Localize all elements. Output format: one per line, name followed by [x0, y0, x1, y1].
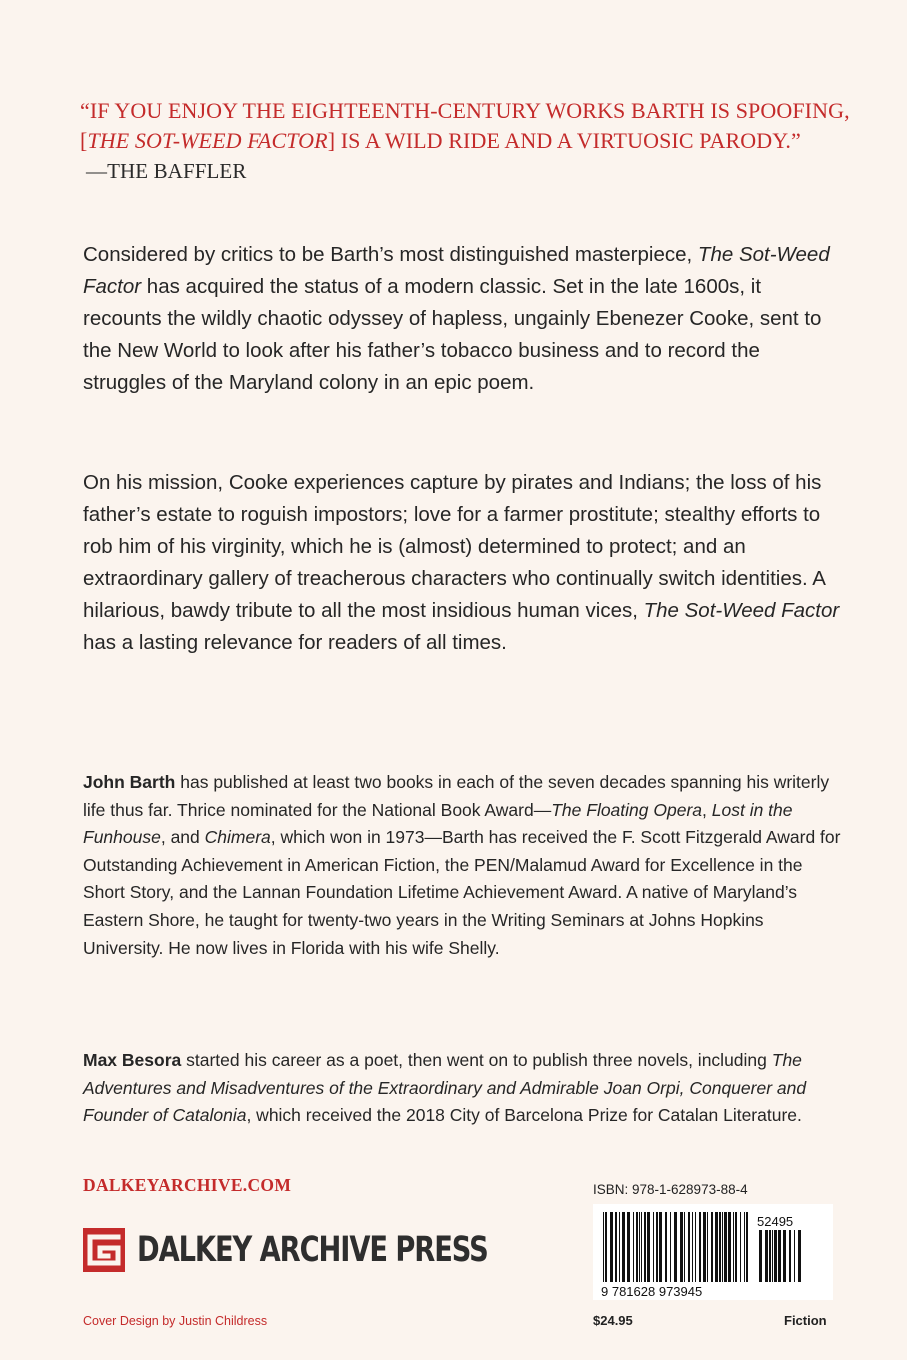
barcode-bar: [665, 1212, 667, 1282]
barcode-bar: [715, 1212, 718, 1282]
p1-book-title: The Sot-Weed Factor: [83, 243, 830, 298]
barcode-bar: [615, 1212, 617, 1282]
description-paragraph-1: [83, 239, 843, 399]
barcode-bar: [656, 1212, 658, 1282]
barcode-bar: [688, 1212, 690, 1282]
barcode-bar: [605, 1212, 607, 1282]
author-name-barth: John Barth: [83, 772, 176, 792]
barcode-bar: [722, 1212, 723, 1282]
quote-line-1: “IF YOU ENJOY THE EIGHTEENTH-CENTURY WORKS BARTH IS SPOOFING,: [80, 98, 850, 123]
barcode-bar: [639, 1212, 640, 1282]
barcode-bar: [633, 1212, 634, 1282]
quote-attribution: —THE BAFFLER: [86, 158, 247, 183]
bio-barth-sep-2: , and: [160, 827, 205, 848]
p1-text-start: Considered by critics to be Barth’s most distinguished masterpiece,: [83, 243, 698, 266]
barcode-bar: [703, 1212, 706, 1282]
dalkey-logo-icon: [83, 1228, 125, 1272]
genre-label: Fiction: [784, 1313, 827, 1328]
bio-besora-text-1: started his career as a poet, then went on to publish three novels, including: [181, 1050, 772, 1070]
barcode-bar: [610, 1212, 613, 1282]
barcode-bar: [636, 1212, 638, 1282]
barcode: [593, 1204, 833, 1300]
description-paragraph-2: [83, 467, 843, 659]
price: $24.95: [593, 1313, 633, 1328]
quote-line-2: [80, 126, 840, 156]
barcode-graphic: [593, 1204, 833, 1300]
barcode-bar: [707, 1212, 708, 1282]
barcode-bar: [733, 1212, 734, 1282]
barcode-bar: [619, 1212, 620, 1282]
barcode-bar: [627, 1212, 630, 1282]
publisher-website[interactable]: DALKEYARCHIVE.COM: [83, 1175, 292, 1195]
barcode-bar: [653, 1212, 654, 1282]
bio-besora-title: The Adventures and Misadventures of the Extraordinary and Admirable Joan Orpi, Conquerer and Founder of Catalonia: [83, 1050, 807, 1126]
barcode-bar: [783, 1230, 786, 1282]
bio-barth-title-2: Lost in the Funhouse: [83, 799, 793, 848]
barcode-bar: [695, 1212, 696, 1282]
barcode-addon-digits: 52495: [757, 1214, 794, 1229]
barcode-bars-main: [603, 1212, 748, 1282]
barcode-bar: [746, 1212, 748, 1282]
bio-barth-title-1: The Floating Opera: [551, 799, 703, 820]
barcode-bar: [774, 1230, 777, 1282]
p2-book-title: The Sot-Weed Factor: [643, 599, 840, 622]
barcode-bar: [735, 1212, 737, 1282]
bio-barth-text-2: , which won in 1973—Barth has received the F. Scott Fitzgerald Award for Outstanding Achievement in American Fiction, the PEN/Malamud Award for Excellence in the Short Story, and the Lannan Foundation Lifetime Achievement Award. A native of Maryland’s Eastern Shore, he taught for twenty-two years in the Writing Seminars at Johns Hopkins University. He now lives in Florida with his wife Shelly.: [83, 827, 841, 958]
barcode-bar: [740, 1212, 741, 1282]
barcode-bar: [670, 1212, 671, 1282]
barcode-bars-addon: [759, 1230, 801, 1282]
bio-barth-text-1: has published at least two books in each of the seven decades spanning his writerly life thus far. Thrice nominated for the National Book Award—: [83, 772, 830, 820]
cover-design-credit: Cover Design by Justin Childress: [83, 1314, 268, 1328]
p2-text-start: On his mission, Cooke experiences capture by pirates and Indians; the loss of his father’s estate to roguish impostors; love for a farmer prostitute; stealthy efforts to rob him of his virginity, which he is (almost) determined to protect; and an extraordinary gallery of treacherous characters who continually switch identities. A hilarious, bawdy tribute to all the most insidious human vices,: [83, 471, 825, 622]
publisher-name: DALKEY ARCHIVE PRESS: [137, 1230, 488, 1270]
barcode-bar: [603, 1212, 604, 1282]
barcode-bar: [794, 1230, 795, 1282]
translator-bio-besora: [83, 1047, 843, 1130]
barcode-bar: [674, 1212, 677, 1282]
barcode-bar: [684, 1212, 685, 1282]
barcode-bar: [789, 1230, 791, 1282]
barcode-bar: [644, 1212, 646, 1282]
barcode-bar: [719, 1212, 721, 1282]
quote-book-title: THE SOT-WEED FACTOR: [87, 128, 328, 154]
bio-besora-text-2: , which received the 2018 City of Barcelona Prize for Catalan Literature.: [246, 1105, 802, 1126]
quote-bracket-open: [: [80, 128, 88, 154]
publisher-logo: [83, 1228, 587, 1272]
p2-text-end: has a lasting relevance for readers of all times.: [83, 631, 507, 654]
barcode-bar: [647, 1212, 650, 1282]
blurb-quote: [80, 96, 850, 186]
barcode-bar: [772, 1230, 773, 1282]
barcode-ean-digits: 9 781628 973945: [601, 1284, 703, 1299]
barcode-bar: [680, 1212, 683, 1282]
barcode-bar: [659, 1212, 662, 1282]
p1-text-end: has acquired the status of a modern classic. Set in the late 1600s, it recounts the wildly chaotic odyssey of hapless, ungainly Ebenezer Cooke, sent to the New World to look after his father’s tobacco business and to record the struggles of the Maryland colony in an epic poem.: [83, 275, 822, 394]
barcode-bar: [769, 1230, 771, 1282]
bio-barth-sep-1: ,: [702, 799, 712, 820]
barcode-bar: [641, 1212, 642, 1282]
barcode-bar: [711, 1212, 713, 1282]
isbn-label: ISBN: 978-1-628973-88-4: [593, 1182, 748, 1197]
barcode-bar: [622, 1212, 625, 1282]
barcode-bar: [744, 1212, 745, 1282]
barcode-bar: [692, 1212, 693, 1282]
barcode-bar: [728, 1212, 731, 1282]
bio-barth-title-3: Chimera: [204, 827, 271, 848]
quote-line-2-rest: ] IS A WILD RIDE AND A VIRTUOSIC PARODY.”: [327, 128, 801, 154]
author-bio-barth: [83, 769, 843, 962]
barcode-bar: [699, 1212, 701, 1282]
barcode-bar: [778, 1230, 781, 1282]
translator-name-besora: Max Besora: [83, 1050, 182, 1070]
barcode-bar: [765, 1230, 768, 1282]
barcode-bar: [724, 1212, 727, 1282]
barcode-bar: [798, 1230, 801, 1282]
barcode-bar: [759, 1230, 762, 1282]
